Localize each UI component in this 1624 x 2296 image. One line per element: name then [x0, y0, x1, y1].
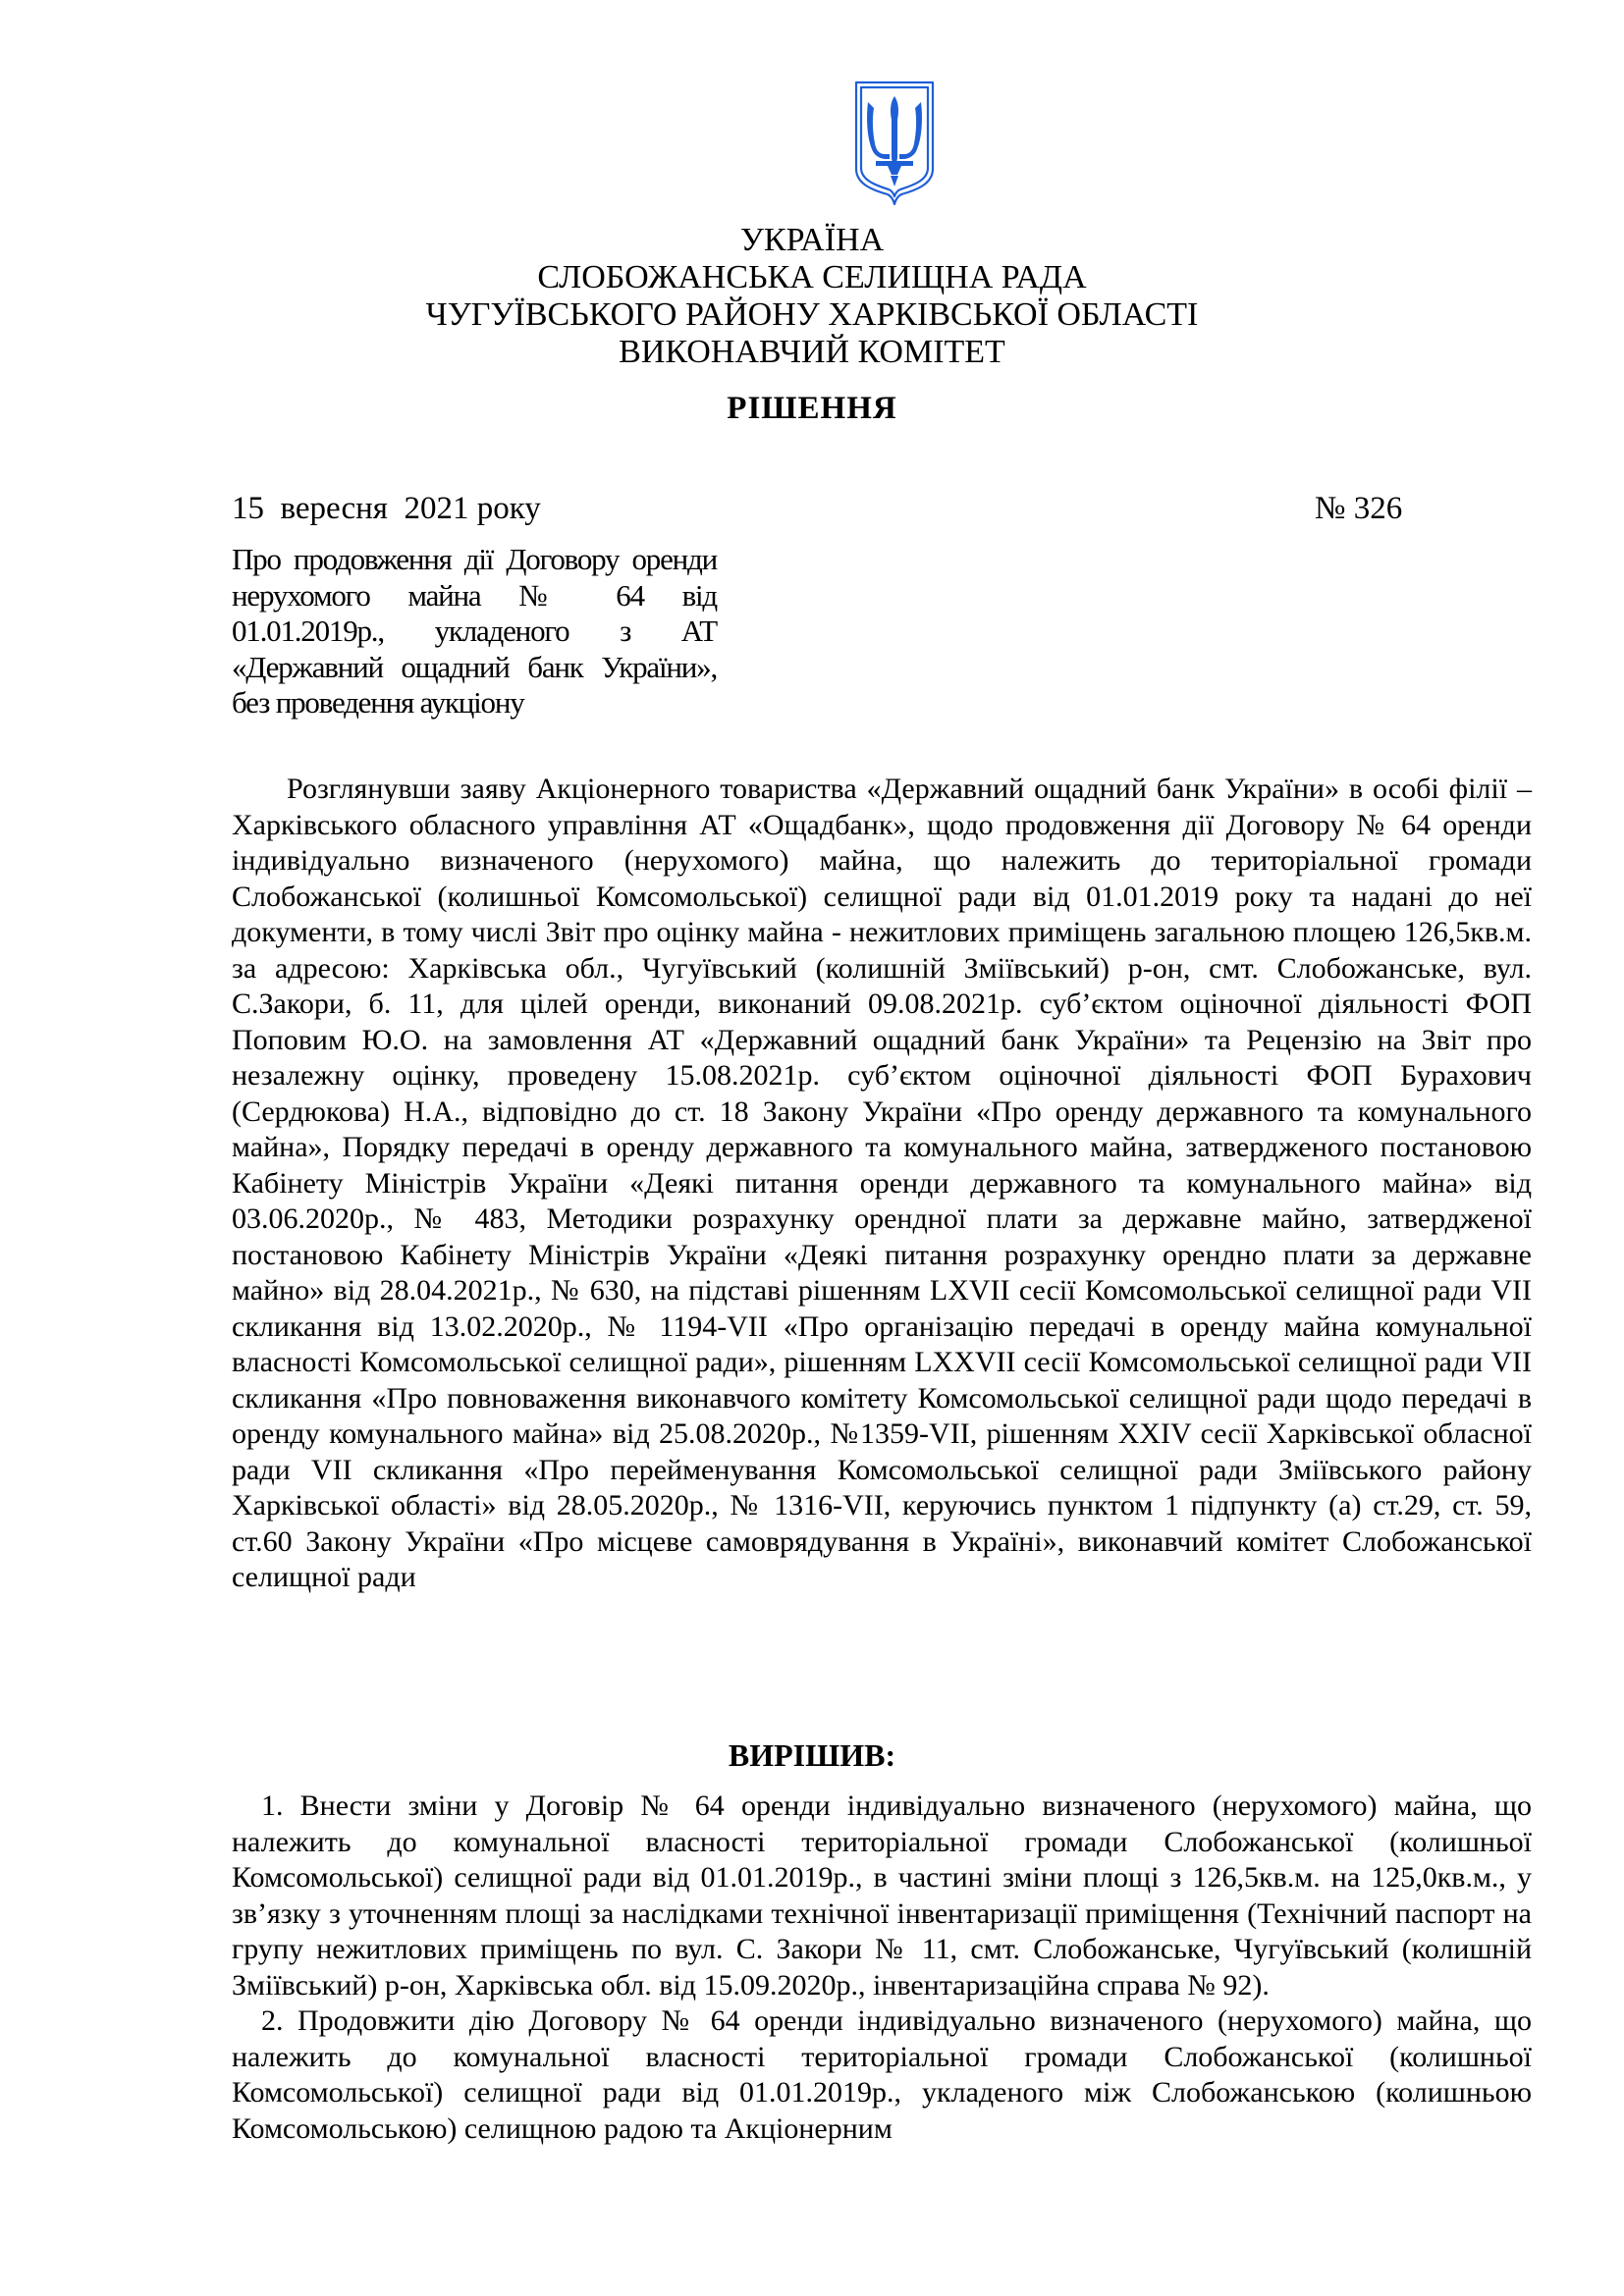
council-name: СЛОБОЖАНСЬКА СЕЛИЩНА РАДА: [537, 259, 1087, 295]
resolution-item: 1. Внести зміни у Договір № 64 оренди індивідуально визначеного (нерухомого) майна, що належить до комунальної власності територіальної громади Слобожанської (колишньої Комсомольської) селищної ради від 01.01.2019р., в частині зміни площі з 126,5кв.м. на 125,0кв.м., у зв’язку з уточненням площі за наслідками технічної інвентаризації приміщення (Технічний паспорт на групу нежитлових приміщень по вул. С. Закори № 11, смт. Слобожанське, Чугуївський (колишній Зміївський) р-он, Харківська обл. від 15.09.2020р., інвентаризаційна справа № 92).: [232, 1789, 1532, 2002]
subject-line: 01.01.2019р., укладеного з АТ: [232, 614, 717, 648]
subject-line: без проведення аукціону: [232, 685, 524, 720]
preamble-section: [232, 772, 1532, 1596]
letterhead: [0, 222, 1624, 371]
resolution-items: [232, 1789, 1532, 2147]
document-date: 15 вересня 2021 року: [232, 491, 541, 526]
document-title: РІШЕННЯ: [727, 391, 897, 426]
district-name: ЧУГУЇВСЬКОГО РАЙОНУ ХАРКІВСЬКОЇ ОБЛАСТІ: [425, 296, 1199, 333]
coat-of-arms-trident-icon: [850, 79, 939, 208]
subject-line: «Державний ощадний банк України»,: [232, 649, 717, 684]
country-name: УКРАЇНА: [739, 222, 885, 258]
resolution-item: 2. Продовжити дію Договору № 64 оренди індивідуально визначеного (нерухомого) майна, що належить до комунальної власності територіальної громади Слобожанської (колишньої Комсомольської) селищної ради від 01.01.2019р., укладеного між Слобожанською (колишньою Комсомольською) селищною радою та Акціонерним: [232, 2004, 1532, 2145]
subject-line: нерухомого майна № 64 від: [232, 577, 717, 613]
preamble-paragraph: Розглянувши заяву Акціонерного товариства «Державний ощадний банк України» в особі філії – Харківського обласного управління АТ «Ощадбанк», щодо продовження дії Договору № 64 оренди індивідуально визначеного (нерухомого) майна, що належить до територіальної громади Слобожанської (колишньої Комсомольської) селищної ради від 01.01.2019 року та надані до неї документи, в тому числі Звіт про оцінку майна - нежитлових приміщень загальною площею 126,5кв.м. за адресою: Харківська обл., Чугуївський (колишній Зміївський) р-он, смт. Слобожанське, вул. С.Закори, б. 11, для цілей оренди, виконаний 09.08.2021р. суб’єктом оціночної діяльності ФОП Поповим Ю.О. на замовлення АТ «Державний ощадний банк України» та Рецензію на Звіт про незалежну оцінку, проведену 15.08.2021р. суб’єктом оціночної діяльності ФОП Бурахович (Сердюкова) Н.А., відповідно до ст. 18 Закону України «Про оренду державного та комунального майна», Порядку передачі в оренду державного та комунального майна, затвердженого постановою Кабінету Міністрів України «Деякі питання оренди державного та комунального майна» від 03.06.2020р., № 483, Методики розрахунку орендної плати за державне майно, затвердженої постановою Кабінету Міністрів України «Деякі питання розрахунку орендно плати за державне майно» від 28.04.2021р., № 630, на підставі рішенням LXVII сесії Комсомольської селищної ради VII скликання від 13.02.2020р., № 1194-VII «Про організацію передачі в оренду майна комунальної власності Комсомольської селищної ради», рішенням LXXVII сесії Комсомольської селищної ради VII скликання «Про повноваження виконавчого комітету Комсомольської селищної ради щодо передачі в оренду комунального майна» від 25.08.2020р., №1359-VII, рішенням XXIV сесії Харківської обласної ради VII скликання «Про перейменування Комсомольської селищної ради Зміївського району Харківської області» від 28.05.2020р., № 1316-VII, керуючись пунктом 1 підпункту (а) ст.29, ст. 59, ст.60 Закону України «Про місцеве самоврядування в Україні», виконавчий комітет Слобожанської селищної ради: [232, 773, 1532, 1593]
document-subject: [232, 542, 717, 721]
resolution-heading: ВИРІШИВ:: [728, 1737, 896, 1773]
subject-line: Про продовження дії Договору оренди: [232, 542, 717, 576]
document-number: № 326: [1315, 491, 1403, 526]
committee-name: ВИКОНАВЧИЙ КОМІТЕТ: [619, 334, 1005, 370]
